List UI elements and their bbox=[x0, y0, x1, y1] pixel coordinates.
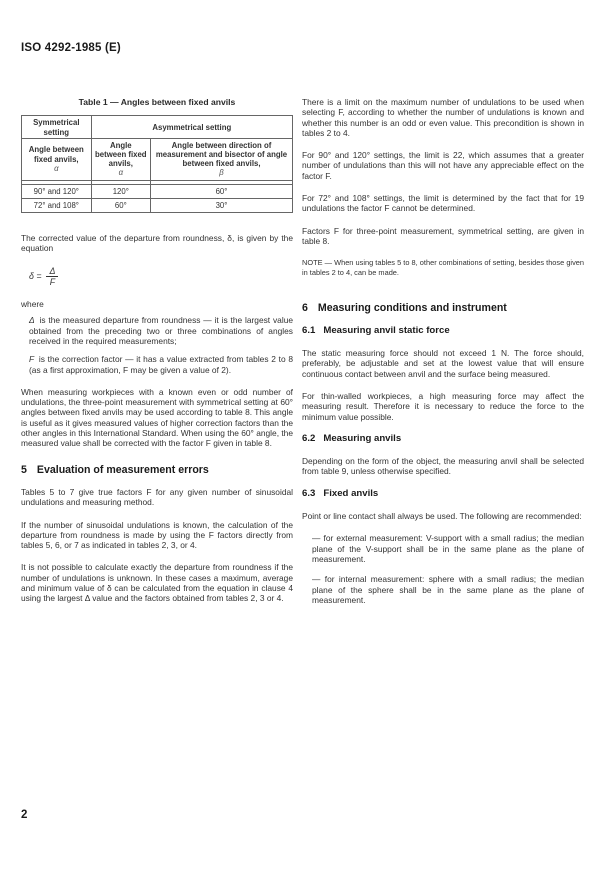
equation bbox=[29, 266, 293, 288]
table-col-header: Angle between direction of measurement and bisector of angle between fixed anvils, β bbox=[151, 138, 293, 180]
paragraph: Factors F for three-point measurement, symmetrical setting, are given in table 8. bbox=[302, 225, 584, 246]
paragraph: Depending on the form of the object, the measuring anvil shall be selected from table 9, unless otherwise specified. bbox=[302, 456, 584, 477]
angles-table bbox=[21, 115, 293, 213]
section-6-3-heading: 6.3 Fixed anvils bbox=[302, 487, 379, 499]
left-column bbox=[21, 97, 293, 616]
section-6-1-heading: 6.1 Measuring anvil static force bbox=[302, 324, 450, 336]
table-row bbox=[22, 184, 293, 198]
equation-fraction bbox=[46, 266, 58, 288]
document-header: ISO 4292-1985 (E) bbox=[21, 42, 121, 54]
paragraph: Tables 5 to 7 give true factors F for any given number of sinusoidal undulations and measuring method. bbox=[21, 486, 293, 508]
table-row bbox=[22, 198, 293, 212]
paragraph: The corrected value of the departure from roundness, δ, is given by the equation bbox=[21, 232, 293, 254]
paragraph: The static measuring force should not exceed 1 N. The force should, preferably, be adjustable and set at the lowest value that will ensure continuous contact between anvil and the surface being measured. bbox=[302, 348, 584, 379]
paragraph: There is a limit on the maximum number of undulations to be used when selecting F, according to whether the number of undulations is known and whether this number is an odd or even value. This precondition is shown in tables 2 to 4. bbox=[302, 97, 584, 138]
section-6-heading: 6 Measuring conditions and instrument bbox=[302, 302, 507, 315]
equation-lhs: δ = bbox=[29, 271, 42, 282]
equation-numerator: Δ bbox=[46, 266, 58, 277]
list-item: — for external measurement: V-support with a small radius; the median plane of the V-support shall be in the same plane as the plane of measurement. bbox=[312, 533, 584, 564]
definition-f: F is the correction factor — it has a value extracted from tables 2 to 8 (as a first approximation, F may be given a value of 2). bbox=[29, 354, 294, 375]
table-caption: Table 1 — Angles between fixed anvils bbox=[78, 97, 236, 107]
page-number: 2 bbox=[21, 809, 28, 821]
paragraph: For 90° and 120° settings, the limit is 22, which assumes that a greater number of undulations than this will not have any appreciable effect on the factor F. bbox=[302, 150, 584, 181]
paragraph: For 72° and 108° settings, the limit is determined by the fact that for 19 undulations the factor F cannot be determined. bbox=[302, 193, 584, 214]
section-6-2-heading: 6.2 Measuring anvils bbox=[302, 432, 402, 444]
equation-denominator: F bbox=[49, 276, 56, 287]
note: NOTE — When using tables 5 to 8, other combinations of setting, besides those given in tables 2 to 4, can be made. bbox=[302, 258, 584, 277]
table-cell: 60° bbox=[91, 198, 150, 212]
table-col-header: Angle between fixed anvils, α bbox=[22, 138, 92, 180]
table-col-header: Angle between fixed anvils, α bbox=[91, 138, 150, 180]
list-item: — for internal measurement: sphere with a small radius; the median plane of the sphere shall be in the same plane as the plane of measurement. bbox=[312, 574, 584, 605]
paragraph: When measuring workpieces with a known even or odd number of undulations, the three-point measurement with symmetrical setting at 60° angles between fixed anvils may be used according to table 8. This angle is useful as it gives measured values of higher correction factors than the other angles in this International Standard. When using the 60° angle, the measured value shall be corrected with the factor F given in table 8. bbox=[21, 386, 293, 449]
section-5-heading: 5 Evaluation of measurement errors bbox=[21, 463, 209, 476]
right-column bbox=[302, 97, 584, 615]
table-group-header-symmetrical: Symmetrical setting bbox=[22, 116, 92, 138]
paragraph: If the number of sinusoidal undulations is known, the calculation of the departure from roundness is made by using the F factors directly from tables 5, 6, or 7 as indicated in tables 2, 3, or 4. bbox=[21, 519, 293, 551]
table-cell: 60° bbox=[151, 184, 293, 198]
paragraph: For thin-walled workpieces, a high measuring force may affect the measuring result. Therefore it is necessary to reduce the force to the minimum value possible. bbox=[302, 390, 584, 422]
definition-delta: Δ is the measured departure from roundness — it is the largest value obtained from the preceding two or three combinations of angles received in the required measurements; bbox=[29, 315, 294, 346]
table-cell: 120° bbox=[91, 184, 150, 198]
where-label: where bbox=[21, 299, 44, 310]
table-cell: 72° and 108° bbox=[22, 198, 92, 212]
table-cell: 90° and 120° bbox=[22, 184, 92, 198]
table-group-header-asymmetrical: Asymmetrical setting bbox=[91, 116, 292, 138]
table-cell: 30° bbox=[151, 198, 293, 212]
paragraph: Point or line contact shall always be used. The following are recommended: bbox=[302, 511, 582, 522]
paragraph: It is not possible to calculate exactly the departure from roundness if the number of undulations is unknown. In these cases a maximum, average and minimum value of δ can be calculated from the equation in clause 4 using the largest Δ value and the factors obtained from tables 2, 3 or 4. bbox=[21, 562, 293, 604]
